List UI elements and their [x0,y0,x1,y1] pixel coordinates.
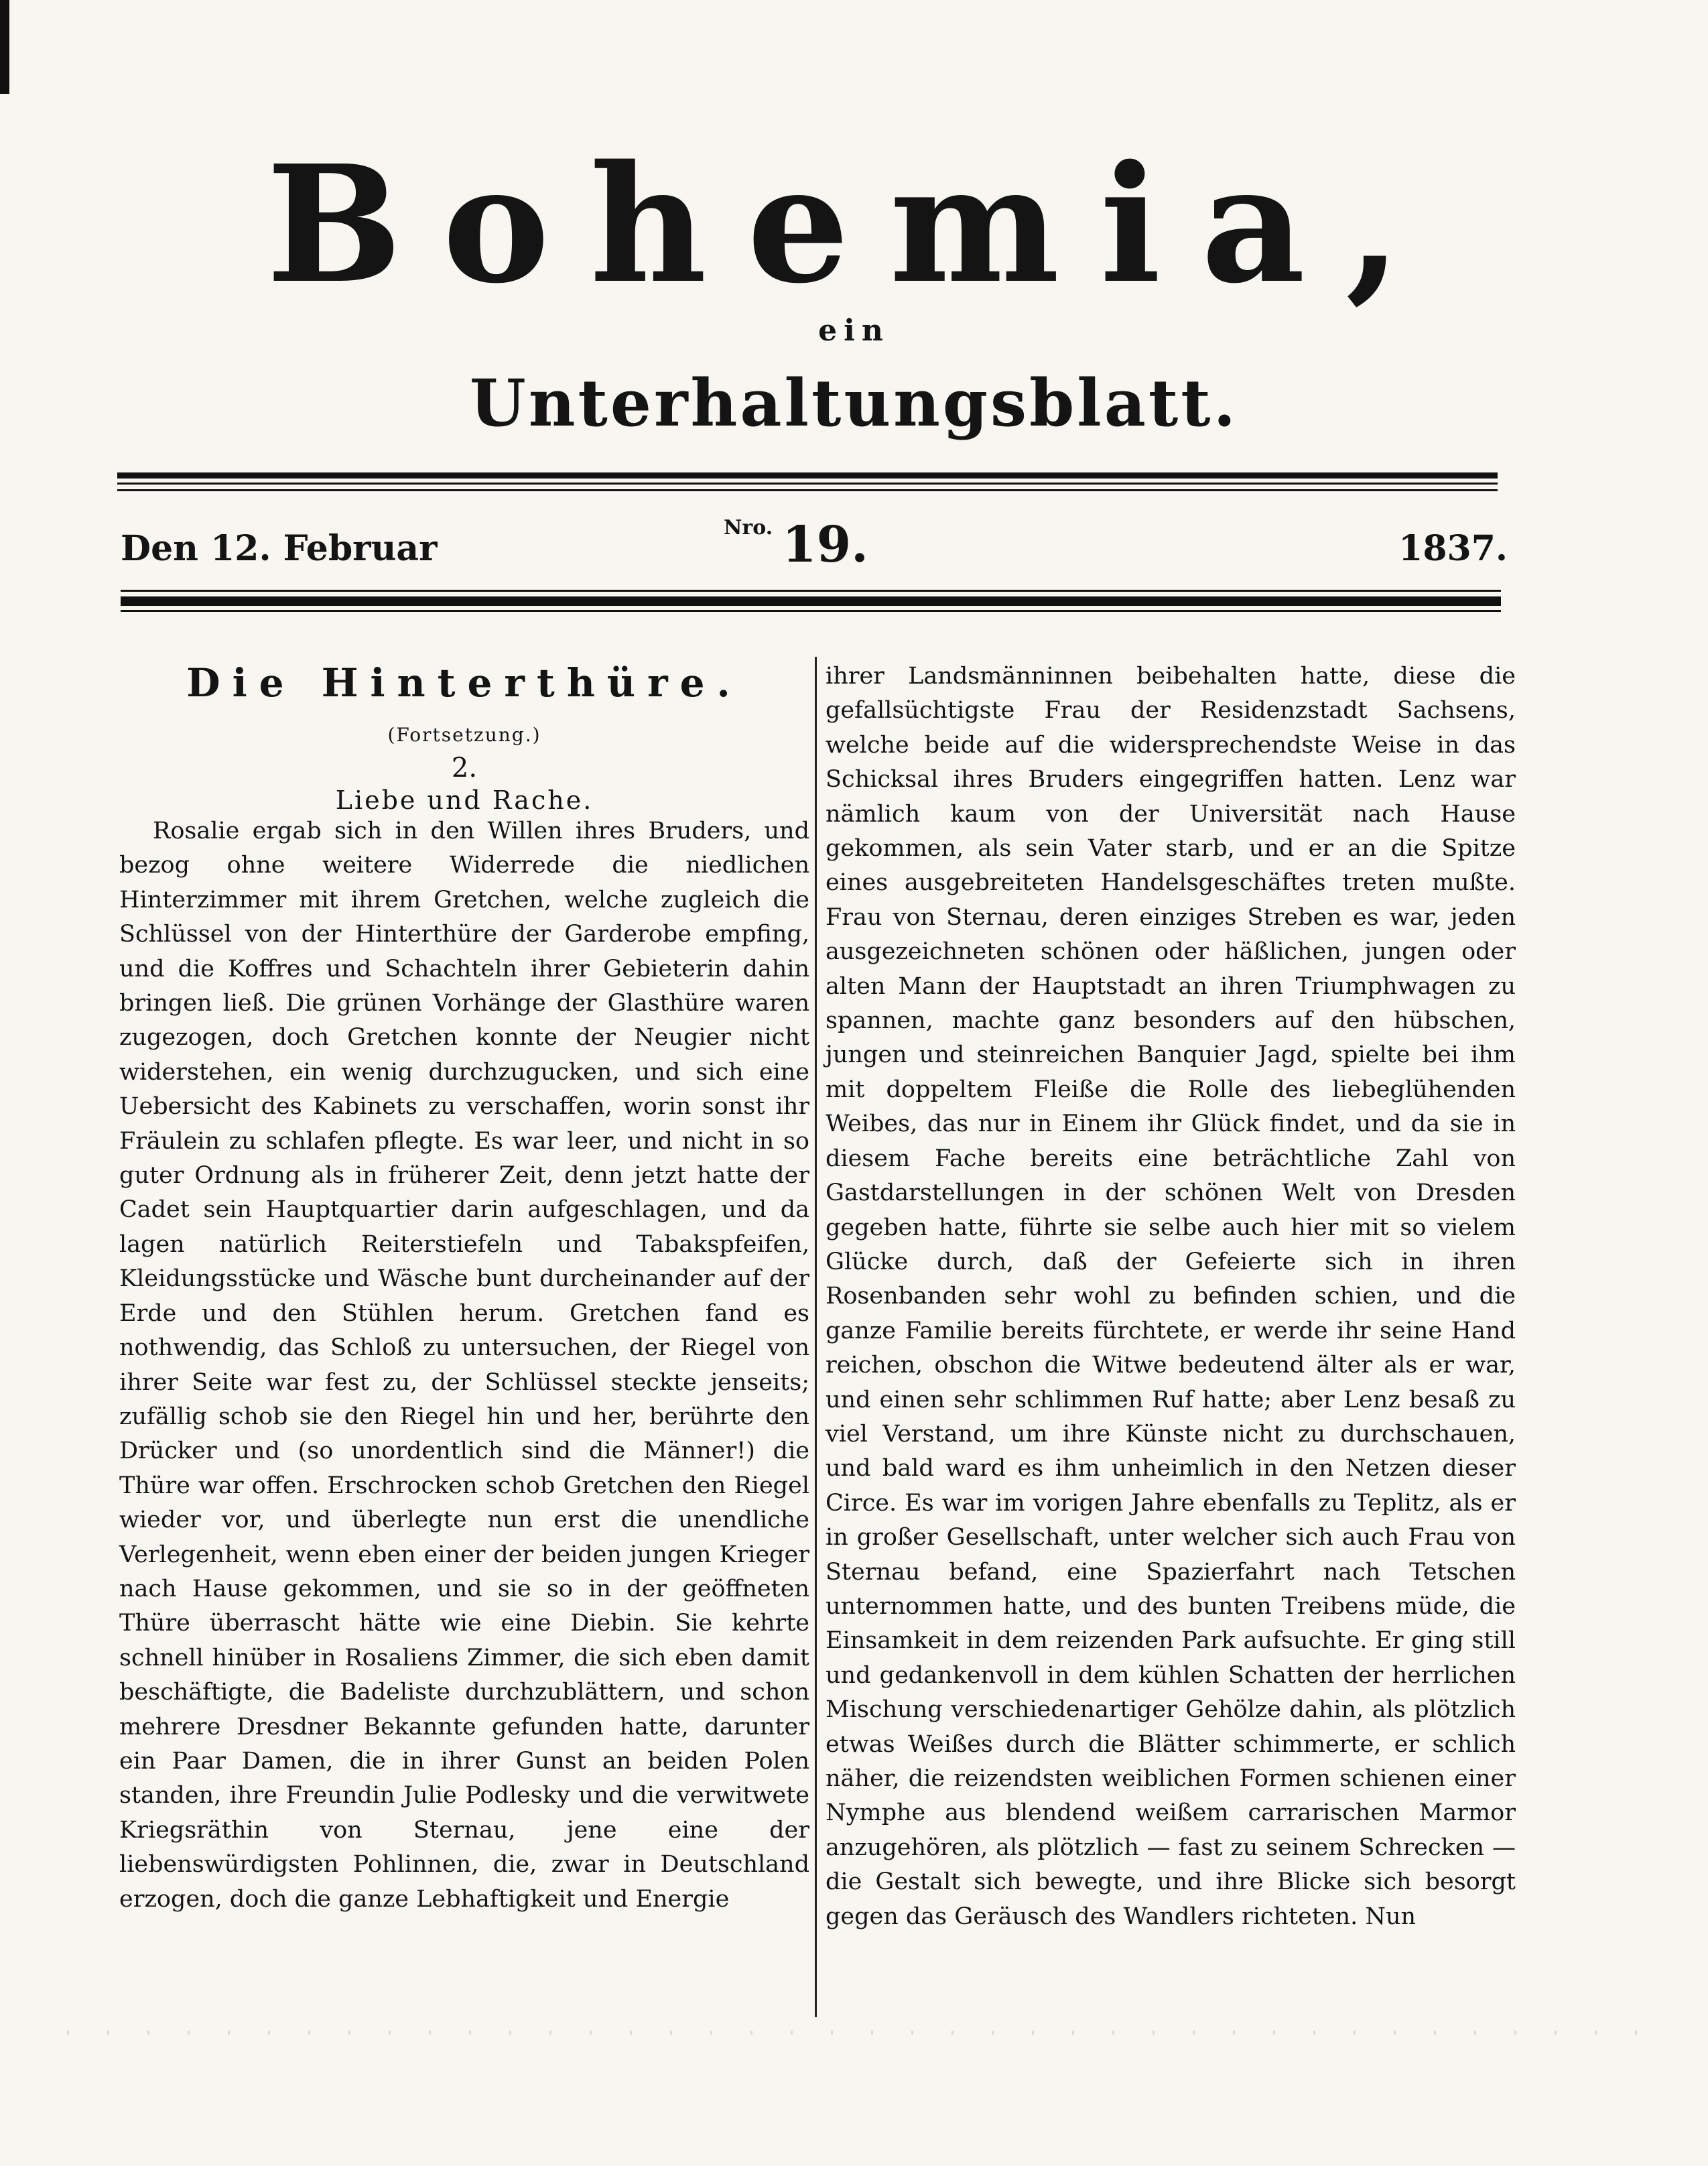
newspaper-title: Bohemia, [266,130,1442,319]
column-left-text: Rosalie ergab sich in den Willen ihres Bruders, und bezog ohne weitere Widerrede die niedlichen Hinterzimmer mit ihrem Gretchen, welche zugleich die Schlüssel von der Hinterthüre der Garderobe empfing, und die Koffres und Schachteln ihrer Gebieterin dahin bringen ließ. Die grünen Vorhänge der Glasthüre waren zugezogen, doch Gretchen konnte der Neugier nicht widerstehen, ein wenig durchzugucken, und sich eine Uebersicht des Kabinets zu verschaffen, worin sonst ihr Fräulein zu schlafen pflegte. Es war leer, und nicht in so guter Ordnung als in früherer Zeit, denn jetzt hatte der Cadet sein Hauptquartier darin aufgeschlagen, und da lagen natürlich Reiterstiefeln und Tabakspfeifen, Kleidungsstücke und Wäsche bunt durcheinander auf der Erde und den Stühlen herum. Gretchen fand es nothwendig, das Schloß zu untersuchen, der Riegel von ihrer Seite war fest zu, der Schlüssel steckte jenseits; zufällig schob sie den Riegel hin und her, berührte den Drücker und (so unordentlich sind die Männer!) die Thüre war offen. Erschrocken schob Gretchen den Riegel wieder vor, und überlegte nun erst die unendliche Verlegenheit, wenn eben einer der beiden jungen Krieger nach Hause gekommen, und sie so in der geöffneten Thüre überrascht hätte wie eine Diebin. Sie kehrte schnell hinüber in Rosaliens Zimmer, die sich eben damit beschäftigte, die Badeliste durchzublättern, und schon mehrere Dresdner Bekannte gefunden hatte, darunter ein Paar Damen, die in ihrer Gunst an beiden Polen standen, ihre Freundin Julie Podlesky und die verwitwete Kriegsräthin von Sternau, jene eine der liebenswürdigsten Pohlinnen, die, zwar in Deutschland erzogen, doch die ganze Lebhaftigkeit und Energie [119,818,809,1913]
top-rule-thin [117,483,1498,485]
issue-number-prefix: Nro. [724,516,773,539]
article-continuation: (Fortsetzung.) [387,724,541,746]
issue-number-group [724,516,868,574]
article-title: Die Hinterthüre. [186,660,742,706]
text-column-right [826,659,1516,1934]
text-column-left [119,814,809,1917]
top-rule-thin-lower [117,489,1498,491]
article-section-number: 2. [451,753,478,783]
issue-rule-thin [121,590,1501,592]
issue-rule-thick [121,596,1501,606]
issue-info-line [121,516,1508,583]
column-right-text: ihrer Landsmänninnen beibehalten hatte, diese die gefallsüchtigste Frau der Residenzstadt Sachsens, welche beide auf die widersprechendste Weise in das Schicksal ihres Bruders eingegriffen hatten. Lenz war nämlich kaum von der Universität nach Hause gekommen, als sein Vater starb, und er an die Spitze eines ausgebreiteten Handelsgeschäftes treten mußte. Frau von Sternau, deren einziges Streben es war, jeden ausgezeichneten schönen oder häßlichen, jungen oder alten Mann der Hauptstadt an ihren Triumphwagen zu spannen, machte ganz besonders auf den hübschen, jungen und steinreichen Banquier Jagd, spielte bei ihm mit doppeltem Fleiße die Rolle des liebeglühenden Weibes, das nur in Einem ihr Glück findet, und da sie in diesem Fache bereits eine beträchtliche Zahl von Gastdarstellungen in der schönen Welt von Dresden gegeben hatte, führte sie selbe auch hier mit so vielem Glücke durch, daß der Gefeierte sich in ihren Rosenbanden sehr wohl zu befinden schien, und die ganze Familie bereits fürchtete, er werde ihr seine Hand reichen, obschon die Witwe bedeutend älter als er war, und einen sehr schlimmen Ruf hatte; aber Lenz besaß zu viel Verstand, um ihre Künste nicht zu durchschauen, und bald ward es ihm unheimlich in den Netzen dieser Circe. Es war im vorigen Jahre ebenfalls zu Teplitz, als er in großer Gesellschaft, unter welcher sich auch Frau von Sternau befand, eine Spazierfahrt nach Tetschen unternommen hatte, und des bunten Treibens müde, die Einsamkeit in dem reizenden Park aufsuchte. Er ging still und gedankenvoll in dem kühlen Schatten der herrlichen Mischung verschiedenartiger Gehölze dahin, als plötzlich etwas Weißes durch die Blätter schimmerte, er schlich näher, die reizendsten weiblichen Formen schienen einer Nymphe aus blendend weißem carrarischen Marmor anzugehören, als plötzlich — fast zu seinem Schrecken — die Gestalt sich bewegte, und ihre Blicke sich besorgt gegen das Geräusch des Wandlers richteten. Nun [826,663,1516,1930]
column-divider [815,657,817,2017]
issue-rule-thin-lower [121,610,1501,612]
issue-number: 19. [782,516,868,574]
top-rule-thick [117,472,1498,479]
page-bottom-specks [67,2031,1642,2035]
issue-year: 1837. [1398,528,1508,569]
newspaper-subtitle: Unterhaltungsblatt. [470,365,1238,441]
article-chapter-title: Liebe und Rache. [335,785,594,815]
page-edge-shadow [0,0,9,94]
issue-date: Den 12. Februar [121,528,438,569]
title-connector: ein [818,314,890,348]
